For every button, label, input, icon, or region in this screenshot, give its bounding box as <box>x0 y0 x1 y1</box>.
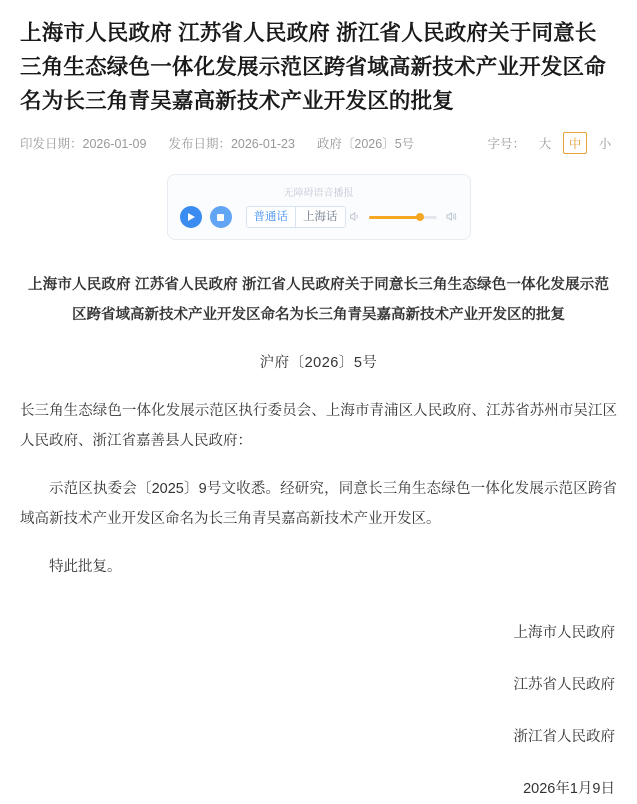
stop-square-icon <box>217 214 224 221</box>
font-size-medium[interactable]: 中 <box>563 132 587 154</box>
document-meta-bar <box>12 118 625 152</box>
volume-area <box>348 210 458 225</box>
language-option-mandarin[interactable]: 普通话 <box>247 207 296 227</box>
signature-date: 2026年1月9日 <box>523 781 615 797</box>
font-size-label: 字号： <box>487 137 525 151</box>
stop-icon[interactable] <box>210 206 232 228</box>
article-title: 上海市人民政府 江苏省人民政府 浙江省人民政府关于同意长三角生态绿色一体化发展示范区跨省域高新技术产业开发区命名为长三角青吴嘉高新技术产业开发区的批复 <box>28 277 609 323</box>
article-paragraph: 特此批复。 <box>49 559 122 575</box>
font-size-control <box>487 132 617 154</box>
signature-line: 上海市人民政府 <box>513 625 615 641</box>
publish-date: 发布日期：2026-01-23 <box>168 137 295 151</box>
font-size-small[interactable]: 小 <box>598 137 612 151</box>
language-option-shanghainese[interactable]: 上海话 <box>296 207 345 227</box>
article-body <box>20 270 617 804</box>
audio-controls-row <box>180 206 458 228</box>
language-toggle-group <box>246 206 346 228</box>
signature-line: 浙江省人民政府 <box>513 729 615 745</box>
signature-line: 江苏省人民政府 <box>513 677 615 693</box>
print-date: 印发日期：2026-01-09 <box>20 137 147 151</box>
volume-slider-fill <box>369 216 420 219</box>
article-document-number: 沪府〔2026〕5号 <box>259 355 378 371</box>
document-page <box>0 16 637 797</box>
speaker-low-icon[interactable] <box>348 210 361 225</box>
document-number-meta: 政府〔2026〕5号 <box>316 137 415 151</box>
play-triangle-icon <box>188 213 195 221</box>
article-paragraph: 示范区执委会〔2025〕9号文收悉。经研究，同意长三角生态绿色一体化发展示范区跨省域高新技术产业开发区命名为长三角青吴嘉高新技术产业开发区。 <box>20 481 617 527</box>
article-paragraph: 长三角生态绿色一体化发展示范区执行委员会、上海市青浦区人民政府、江苏省苏州市吴江区人民政府、浙江省嘉善县人民政府： <box>20 403 617 449</box>
audio-caption: 无障碍语音播报 <box>283 188 354 199</box>
audio-player <box>167 174 471 240</box>
volume-slider[interactable] <box>369 216 437 219</box>
page-title: 上海市人民政府 江苏省人民政府 浙江省人民政府关于同意长三角生态绿色一体化发展示范区跨省域高新技术产业开发区命名为长三角青吴嘉高新技术产业开发区的批复 <box>20 21 606 113</box>
font-size-large[interactable]: 大 <box>538 137 552 151</box>
speaker-high-icon[interactable] <box>445 210 458 225</box>
play-icon[interactable] <box>180 206 202 228</box>
volume-slider-knob[interactable] <box>416 213 424 221</box>
